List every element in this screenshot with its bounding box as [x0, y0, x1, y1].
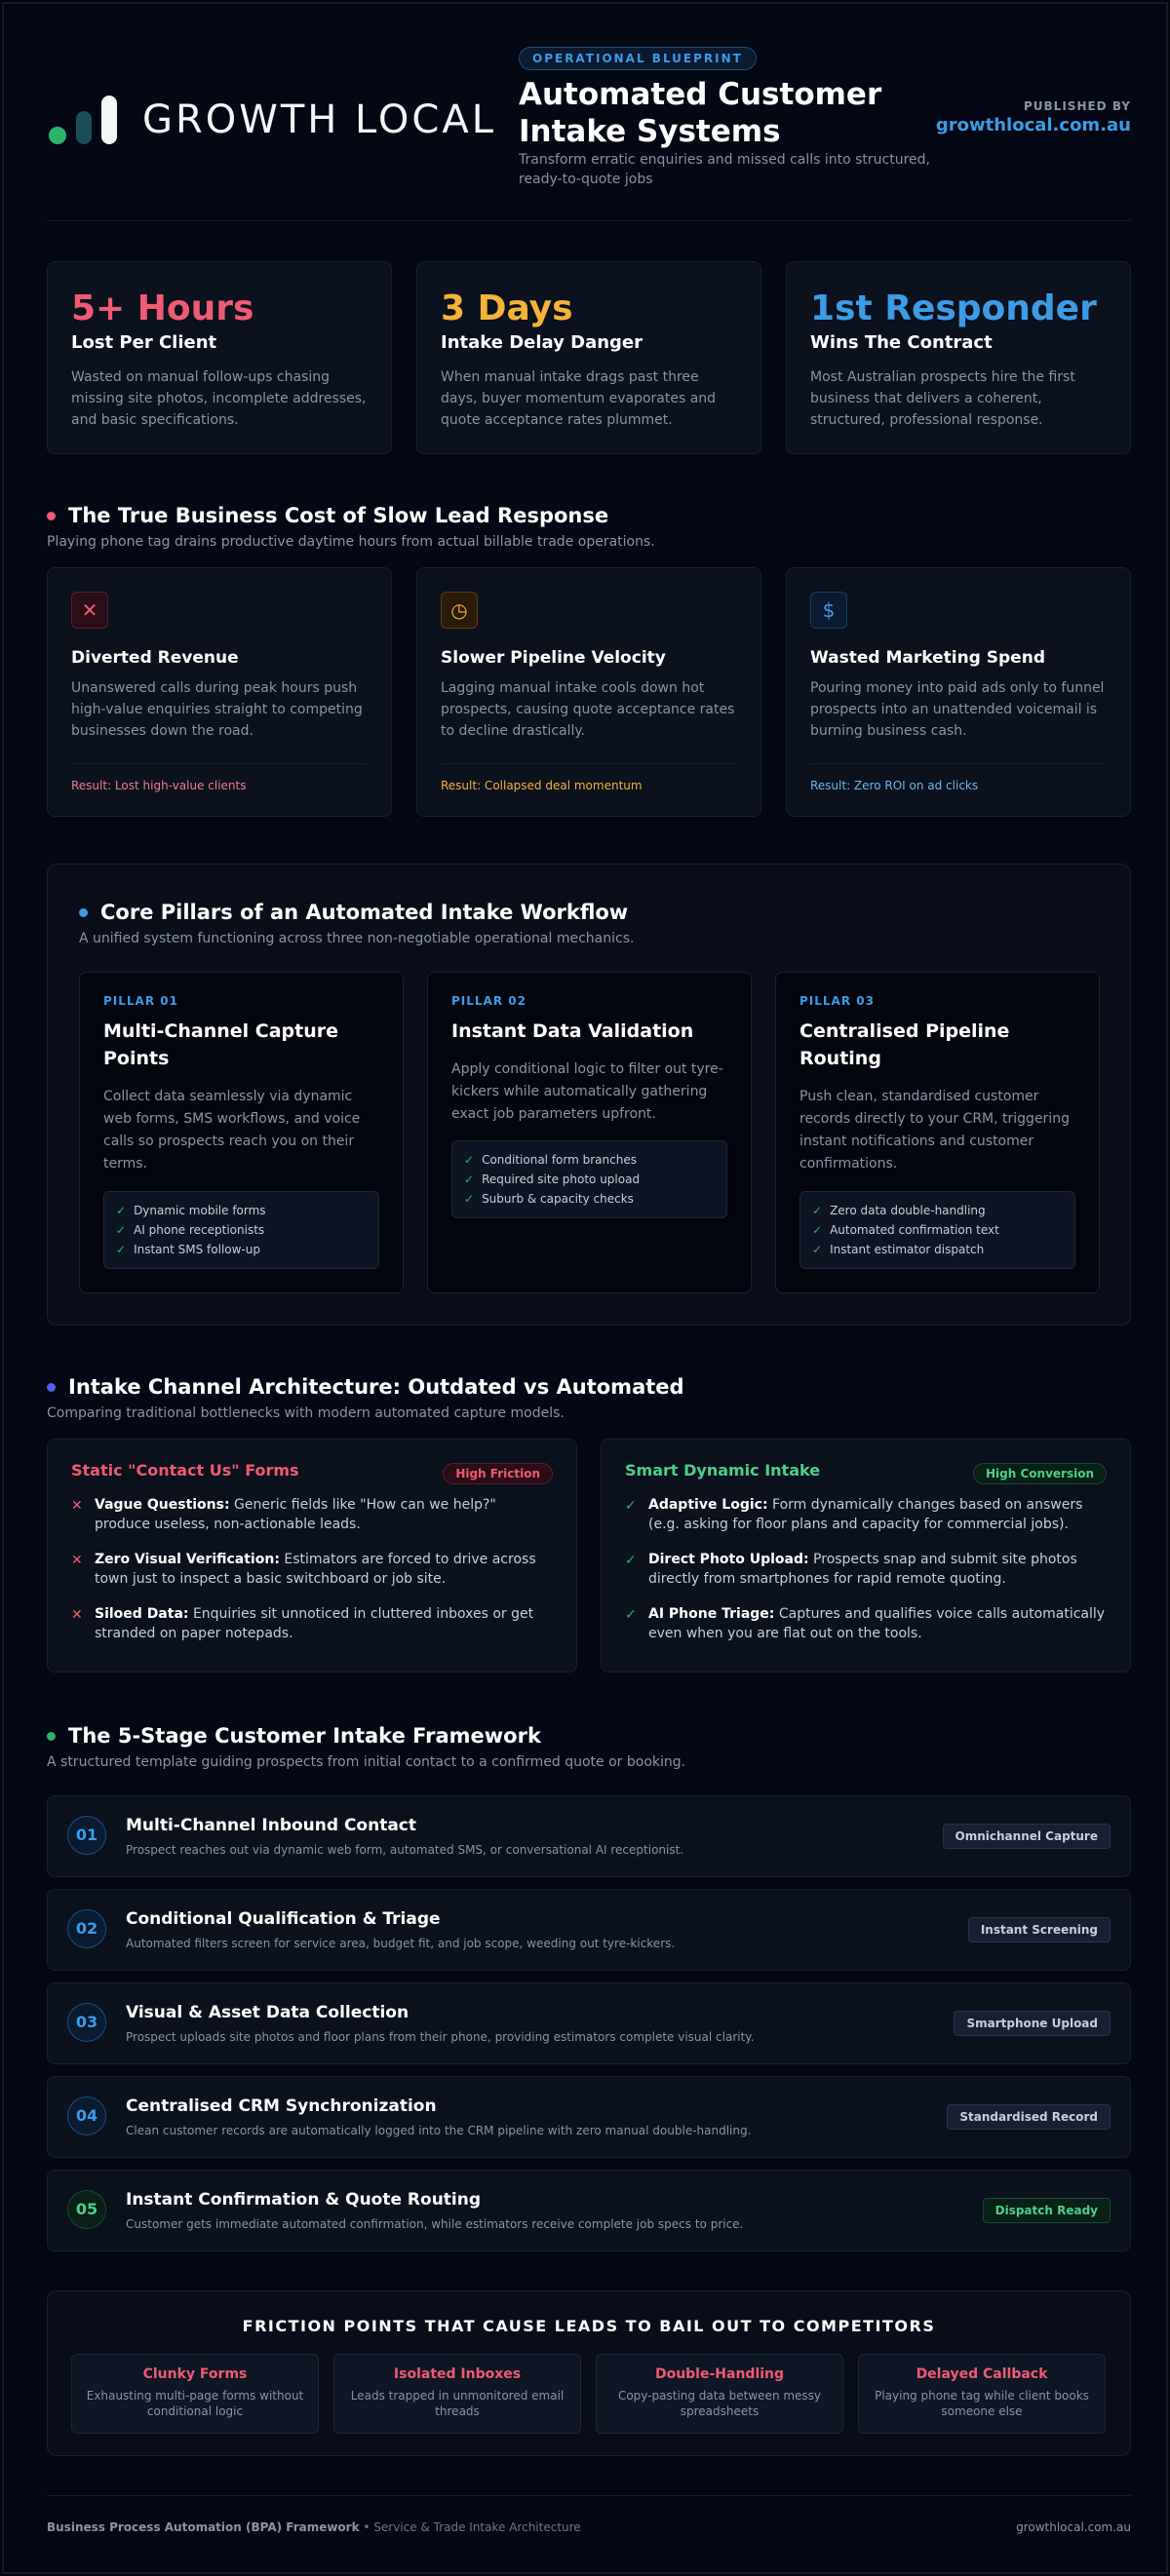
section-dot: [79, 908, 88, 917]
close-icon: ✕: [71, 592, 108, 629]
channel-row: ✕ Vague Questions: Generic fields like "How can we help?" produce useless, non-actionable leads.: [71, 1497, 496, 1532]
stage-number: 01: [67, 1816, 106, 1855]
blueprint-badge: OPERATIONAL BLUEPRINT: [519, 47, 757, 70]
divider: [810, 763, 1107, 764]
pillar-title: Centralised Pipeline Routing: [800, 1020, 1010, 1069]
check-item: ✓ Required site photo upload: [464, 1173, 641, 1186]
cost-result: Result: Lost high-value clients: [71, 779, 247, 792]
pillar-checklist: [451, 1140, 727, 1218]
page-title: Automated Customer Intake Systems: [519, 77, 882, 149]
stage-badge: Omnichannel Capture: [943, 1824, 1111, 1849]
check-icon: ✓: [116, 1243, 127, 1256]
pillar-card: [79, 972, 404, 1293]
friction-card-desc: Exhausting multi-page forms without conditional logic: [86, 2389, 304, 2418]
stage-number: 03: [67, 2003, 106, 2042]
logo-bars-icon: [47, 96, 121, 146]
check-icon: ✓: [625, 1498, 637, 1514]
pillar-desc: Collect data seamlessly via dynamic web forms, SMS workflows, and voice calls so prospects reach you on their terms.: [103, 1089, 361, 1172]
check-item: ✓ Dynamic mobile forms: [116, 1204, 266, 1217]
check-icon: ✓: [812, 1204, 823, 1217]
friction-card-title: Clunky Forms: [142, 2366, 248, 2382]
stage-badge: Instant Screening: [968, 1917, 1111, 1942]
conversion-badge: High Conversion: [973, 1463, 1107, 1484]
check-item: ✓ Instant estimator dispatch: [812, 1243, 985, 1256]
friction-card-title: Isolated Inboxes: [393, 2366, 522, 2382]
pillar-desc: Apply conditional logic to filter out tyre-kickers while automatically gathering exact job parameters upfront.: [451, 1061, 723, 1122]
pillar-card: [775, 972, 1100, 1293]
check-item: ✓ AI phone receptionists: [116, 1223, 265, 1237]
pillar-number: PILLAR 03: [800, 994, 875, 1008]
friction-card-desc: Leads trapped in unmonitored email threads: [350, 2389, 565, 2418]
friction-card: [858, 2354, 1106, 2434]
footer-site-link[interactable]: growthlocal.com.au: [1016, 2520, 1131, 2534]
check-item: ✓ Suburb & capacity checks: [464, 1192, 634, 1206]
friction-card: [71, 2354, 319, 2434]
stat-desc: When manual intake drags past three days, buyer momentum evaporates and quote acceptance rates plummet.: [441, 369, 717, 428]
friction-card-title: Delayed Callback: [916, 2366, 1048, 2382]
check-icon: ✓: [464, 1153, 475, 1167]
check-item: ✓ Zero data double-handling: [812, 1204, 986, 1217]
section-dot: [47, 512, 56, 520]
stat-value: 3 Days: [441, 288, 573, 328]
stage-badge: Standardised Record: [947, 2104, 1111, 2130]
dollar-icon: $: [810, 592, 847, 629]
stat-label: Wins The Contract: [810, 332, 993, 353]
pillar-checklist: [103, 1191, 379, 1269]
close-icon: ✕: [71, 1498, 83, 1514]
stat-desc: Most Australian prospects hire the first business that delivers a coherent, structured, professional response.: [810, 369, 1075, 428]
check-icon: ✓: [464, 1192, 475, 1206]
cost-title: Diverted Revenue: [71, 648, 239, 668]
check-item: ✓ Conditional form branches: [464, 1153, 637, 1167]
section-title: The True Business Cost of Slow Lead Response: [68, 504, 609, 527]
friction-card-desc: Copy-pasting data between messy spreadsheets: [617, 2389, 822, 2418]
stage-title: Multi-Channel Inbound Contact: [126, 1816, 417, 1835]
divider: [47, 2495, 1131, 2496]
stat-label: Intake Delay Danger: [441, 332, 644, 353]
published-site-link[interactable]: growthlocal.com.au: [935, 115, 1131, 135]
stage-number: 04: [67, 2096, 106, 2135]
cost-card: [416, 567, 761, 817]
channel-row: ✓ AI Phone Triage: Captures and qualifies voice calls automatically even when you are flat out on the tools.: [625, 1606, 1106, 1641]
check-icon: ✓: [116, 1223, 127, 1237]
check-icon: ✓: [812, 1243, 823, 1256]
cost-card: [47, 567, 392, 817]
section-title: The 5-Stage Customer Intake Framework: [68, 1724, 541, 1748]
stat-value: 5+ Hours: [71, 288, 254, 328]
stage-number: 05: [67, 2190, 106, 2229]
check-item: ✓ Instant SMS follow-up: [116, 1243, 260, 1256]
logo-text: GROWTH LOCAL: [142, 97, 496, 142]
channel-row: ✕ Siloed Data: Enquiries sit unnoticed in cluttered inboxes or get stranded on paper notepads.: [71, 1606, 534, 1641]
section-title: Core Pillars of an Automated Intake Workflow: [100, 901, 629, 924]
cost-desc: Lagging manual intake cools down hot prospects, causing quote acceptance rates to decline drastically.: [441, 680, 735, 739]
stage-row: [47, 2076, 1131, 2158]
stat-value: 1st Responder: [810, 288, 1097, 328]
channel-row: ✓ Direct Photo Upload: Prospects snap and submit site photos directly from smartphones for rapid remote quoting.: [625, 1552, 1077, 1587]
channel-row: ✕ Zero Visual Verification: Estimators are forced to drive across town just to inspect a basic switchboard or job site.: [71, 1552, 536, 1587]
friction-card: [596, 2354, 843, 2434]
friction-title: FRICTION POINTS THAT CAUSE LEADS TO BAIL OUT TO COMPETITORS: [242, 2317, 936, 2335]
stage-row: [47, 1795, 1131, 1877]
section-dot: [47, 1383, 56, 1392]
cost-desc: Pouring money into paid ads only to funnel prospects into an unattended voicemail is burning business cash.: [810, 680, 1105, 739]
friction-card-desc: Playing phone tag while client books someone else: [875, 2389, 1089, 2418]
section-dot: [47, 1732, 56, 1741]
header: [47, 47, 1131, 193]
stat-label: Lost Per Client: [71, 332, 217, 353]
stage-badge: Dispatch Ready: [983, 2198, 1111, 2223]
divider: [47, 220, 1131, 221]
stage-desc: Prospect uploads site photos and floor plans from their phone, providing estimators complete visual clarity.: [126, 2030, 755, 2044]
pillar-desc: Push clean, standardised customer records directly to your CRM, triggering instant notifications and customer confirmations.: [800, 1089, 1070, 1172]
footer-framework: Business Process Automation (BPA) Framework • Service & Trade Intake Architecture: [47, 2520, 581, 2534]
stage-badge: Smartphone Upload: [954, 2011, 1111, 2036]
stage-desc: Prospect reaches out via dynamic web form, automated SMS, or conversational AI receptionist.: [126, 1843, 684, 1857]
check-icon: ✓: [812, 1223, 823, 1237]
channel-row: ✓ Adaptive Logic: Form dynamically changes based on answers (e.g. asking for floor plans and capacity for commercial jobs).: [625, 1497, 1083, 1532]
published-label: PUBLISHED BY: [1024, 99, 1131, 113]
section-title: Intake Channel Architecture: Outdated vs Automated: [68, 1375, 684, 1399]
friction-section: [47, 2290, 1131, 2456]
section-subtitle: A unified system functioning across three non-negotiable operational mechanics.: [79, 931, 635, 946]
stage-desc: Customer gets immediate automated confirmation, while estimators receive complete job specs to price.: [126, 2217, 744, 2231]
friction-card: [333, 2354, 581, 2434]
check-icon: ✓: [625, 1607, 637, 1623]
static-forms-card: [47, 1439, 577, 1672]
check-item: ✓ Automated confirmation text: [812, 1223, 999, 1237]
stage-title: Instant Confirmation & Quote Routing: [126, 2190, 482, 2210]
pillar-title: Multi-Channel Capture Points: [103, 1020, 339, 1069]
cost-card: [786, 567, 1131, 817]
stage-number: 02: [67, 1909, 106, 1948]
channel-title: Smart Dynamic Intake: [625, 1461, 821, 1480]
friction-badge: High Friction: [443, 1463, 553, 1484]
section-subtitle: Playing phone tag drains productive daytime hours from actual billable trade operations.: [47, 534, 655, 550]
pillars-section: [47, 864, 1131, 1326]
stat-desc: Wasted on manual follow-ups chasing missing site photos, incomplete addresses, and basic specifications.: [71, 369, 367, 428]
divider: [441, 763, 737, 764]
pillar-number: PILLAR 02: [451, 994, 526, 1008]
stat-card: [786, 261, 1131, 454]
stage-desc: Automated filters screen for service area, budget fit, and job scope, weeding out tyre-kickers.: [126, 1937, 676, 1950]
smart-intake-card: [601, 1439, 1131, 1672]
stage-title: Centralised CRM Synchronization: [126, 2096, 437, 2116]
cost-result: Result: Collapsed deal momentum: [441, 779, 643, 792]
cost-title: Wasted Marketing Spend: [810, 648, 1045, 668]
section-subtitle: A structured template guiding prospects from initial contact to a confirmed quote or booking.: [47, 1754, 686, 1770]
friction-card-title: Double-Handling: [654, 2366, 785, 2382]
pillar-number: PILLAR 01: [103, 994, 178, 1008]
cost-desc: Unanswered calls during peak hours push high-value enquiries straight to competing businesses down the road.: [71, 680, 363, 739]
divider: [71, 763, 368, 764]
page-subtitle: Transform erratic enquiries and missed calls into structured, ready-to-quote jobs: [519, 152, 931, 187]
stage-title: Visual & Asset Data Collection: [126, 2003, 410, 2022]
check-icon: ✓: [464, 1173, 475, 1186]
stat-card: [47, 261, 392, 454]
stage-title: Conditional Qualification & Triage: [126, 1909, 441, 1929]
pillar-checklist: [800, 1191, 1075, 1269]
clock-icon: ◷: [441, 592, 478, 629]
stage-row: [47, 2170, 1131, 2251]
pillar-card: [427, 972, 752, 1293]
close-icon: ✕: [71, 1553, 83, 1568]
channel-title: Static "Contact Us" Forms: [71, 1461, 299, 1480]
pillar-title: Instant Data Validation: [451, 1020, 694, 1042]
page-frame: [2, 2, 1168, 2574]
close-icon: ✕: [71, 1607, 83, 1623]
check-icon: ✓: [116, 1204, 127, 1217]
check-icon: ✓: [625, 1553, 637, 1568]
stage-row: [47, 1889, 1131, 1971]
cost-result: Result: Zero ROI on ad clicks: [810, 779, 979, 792]
stage-row: [47, 1982, 1131, 2064]
stat-card: [416, 261, 761, 454]
section-subtitle: Comparing traditional bottlenecks with modern automated capture models.: [47, 1405, 565, 1421]
cost-title: Slower Pipeline Velocity: [441, 648, 666, 668]
stage-desc: Clean customer records are automatically logged into the CRM pipeline with zero manual double-handling.: [126, 2124, 752, 2137]
